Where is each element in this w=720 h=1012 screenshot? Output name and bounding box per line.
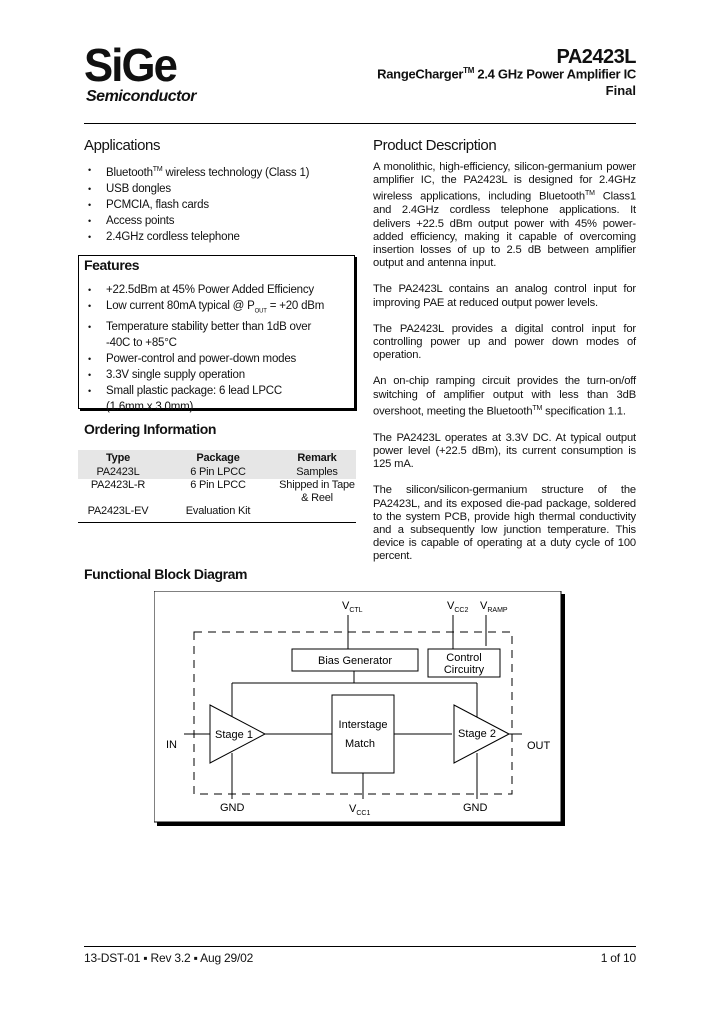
list-item: • Low current 80mA typical @ $P_{OUT} = +20$ dBm [84,298,346,319]
table-header-row [78,450,356,466]
table-row [78,466,356,479]
column-header: Package [158,450,278,466]
description-paragraph: A monolithic, high-efficiency, silicon-germanium power amplifier IC, the PA2423L is designed for 2.4GHz wireless applications, including Bluetooth™ Class1 and 2.4GHz cordless telephone applications. It delivers +22.5 dBm output power with 45% power-added efficiency, making it capable of overcoming insertion losses of up to 2.5 dB between amplifier output and antenna input. [373,161,636,270]
list-item: • Temperature stability better than 1dB over -40C to +85°C [84,319,316,351]
document-status: Final [605,83,636,98]
description-paragraph: The PA2423L operates at 3.3V DC. At typical output power level (+22.5 dBm), its current consumption is 125 mA. [373,431,636,471]
list-item: • Small plastic package: 6 lead LPCC (1.6mm x 3.0mm) [84,383,296,415]
applications-list [84,162,364,245]
stage1-label: Stage 1 [215,729,253,741]
page-number: 1 of 10 [600,951,636,965]
applications-heading: Applications [84,137,161,154]
description-paragraph: The PA2423L provides a digital control input for controlling power up and power down modes of operation. [373,322,636,362]
table-cell: Samples [278,466,356,479]
interstage-match-block [332,695,394,773]
table-cell: Shipped in Tape & Reel [279,479,355,504]
table-cell: 6 Pin LPCC [158,466,278,479]
features-heading: Features [84,257,140,273]
list-item: • 3.3V single supply operation [84,367,346,383]
header-divider [84,123,636,124]
list-item: • Bluetooth™ wireless technology (Class 1) [84,162,364,181]
block-diagram [154,591,566,827]
description-paragraph: An on-chip ramping circuit provides the turn-on/off switching of amplifier output with less than 3dB overshoot, meeting the Bluetooth™ specification 1.1. [373,375,636,418]
description-paragraph: The silicon/silicon-germanium structure of the PA2423L, and its exposed die-pad package, soldered to the system PCB, provide high thermal conductivity and a subsequently low junction temperature. This device is capable of operating at a duty cycle of 100 percent. [373,484,636,563]
interstage-label-2: Match [345,738,375,750]
table-row [78,479,356,505]
table-cell: PA2423L [78,466,158,479]
sige-logo [84,39,204,112]
column-header: Remark [278,450,356,466]
gnd1-label: GND [220,802,245,814]
control-label-1: Control [446,652,482,664]
list-item: • USB dongles [84,181,364,197]
product-subtitle: RangeCharger™ 2.4 GHz Power Amplifier IC [377,66,636,82]
column-header: Type [78,450,158,466]
table-cell: 6 Pin LPCC [190,479,246,491]
list-item: • PCMCIA, flash cards [84,197,364,213]
vcc1-label: $V_{CC1}$ [349,803,371,817]
list-item: • 2.4GHz cordless telephone [84,229,364,245]
table-row [78,505,356,518]
ordering-table [78,450,356,518]
table-cell [278,505,356,518]
bias-generator-label: Bias Generator [318,655,392,667]
description-body [373,161,636,577]
diagram-heading: Functional Block Diagram [84,566,248,582]
control-label-2: Circuitry [443,664,485,676]
description-paragraph: The PA2423L contains an analog control input for improving PAE at reduced output power levels. [373,283,636,309]
features-list [84,282,346,415]
list-item: • +22.5dBm at 45% Power Added Efficiency [84,282,346,298]
table-cell: PA2423L-EV [87,505,149,517]
list-item: • Access points [84,213,364,229]
stage2-label: Stage 2 [458,728,496,740]
logo-subtitle: Semiconductor [86,88,196,105]
vcc2-label: $V_{CC2}$ [447,600,469,614]
table-cell: Evaluation Kit [185,505,251,517]
vramp-label: $V_{RAMP}$ [480,600,508,614]
list-item: • Power-control and power-down modes [84,351,346,367]
footer-divider [84,946,636,947]
interstage-label-1: Interstage [338,719,388,731]
gnd2-label: GND [463,802,488,814]
table-bottom-rule [78,522,356,523]
footer-doc-info: 13-DST-01 ▪ Rev 3.2 ▪ Aug 29/02 [84,951,254,965]
in-label: IN [166,739,177,751]
table-cell: PA2423L-R [90,479,146,491]
ordering-heading: Ordering Information [84,421,217,437]
logo-wordmark: SiGe [84,39,176,91]
part-number: PA2423L [556,46,636,68]
vctl-label: $V_{CTL}$ [342,600,363,614]
description-heading: Product Description [373,137,497,154]
out-label: OUT [527,740,551,752]
